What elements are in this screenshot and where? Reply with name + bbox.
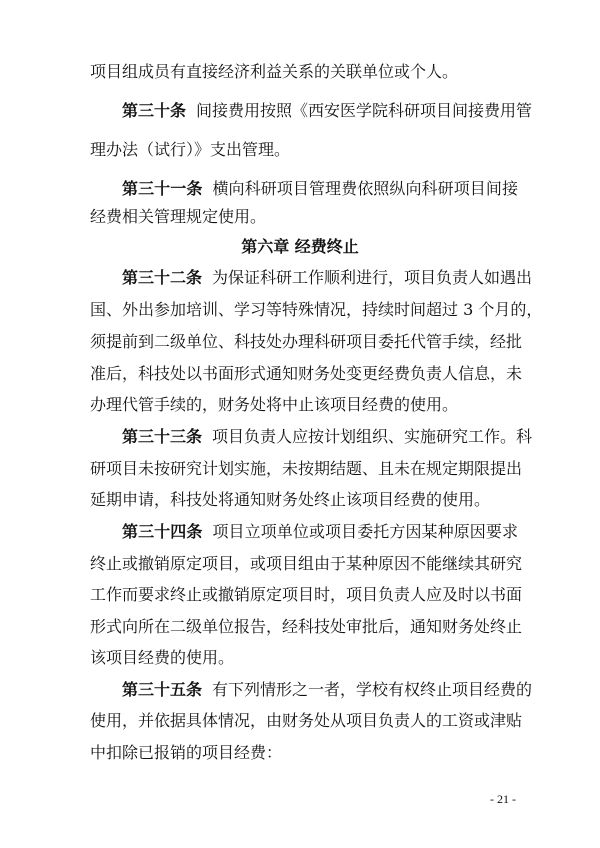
text-line: 工作而要求终止或撤销原定项目时，项目负责人应及时以书面: [90, 585, 523, 604]
article-32-line-4: [90, 362, 523, 386]
chapter-heading: 第六章 经费终止: [241, 237, 359, 256]
text-line: 经费相关管理规定使用。: [90, 207, 267, 226]
article-32-line-1: [122, 266, 533, 290]
article-33-line-1: [122, 425, 533, 449]
article-35-line-2: [90, 709, 523, 733]
article-30-line-1: [122, 99, 533, 123]
text-line: 准后，科技处以书面形式通知财务处变更经费负责人信息，未: [90, 364, 523, 383]
article-35-line-1: [122, 678, 533, 702]
text-line: 为保证科研工作顺利进行，项目负责人如遇出: [212, 268, 533, 287]
page-number: - 21 -: [490, 792, 516, 806]
text-line: 有下列情形之一者，学校有权终止项目经费的: [212, 680, 533, 699]
article-30-line-2: [90, 138, 518, 162]
article-34-line-3: [90, 583, 523, 607]
text-line: 须提前到二级单位、科技处办理科研项目委托代管手续，经批: [90, 332, 523, 351]
article-33-number: 第三十三条: [122, 427, 203, 446]
paragraph-continuation-line: [90, 60, 518, 84]
article-31-line-2: [90, 205, 518, 229]
article-34-line-2: [90, 552, 523, 576]
article-35-line-3: [90, 741, 518, 765]
text-line: 办理代管手续的，财务处将中止该项目经费的使用。: [90, 395, 459, 414]
article-30-number: 第三十条: [122, 101, 187, 120]
text-line: 中扣除已报销的项目经费：: [90, 743, 283, 762]
article-32-line-2: [90, 298, 543, 322]
article-32-number: 第三十二条: [122, 268, 203, 287]
article-33-line-3: [90, 488, 518, 512]
article-32-line-5: [90, 393, 518, 417]
article-31-line-1: [122, 177, 518, 201]
text-line: 项目组成员有直接经济利益关系的关联单位或个人。: [90, 62, 459, 81]
article-34-number: 第三十四条: [122, 522, 203, 541]
text-line: 项目负责人应按计划组织、实施研究工作。科: [212, 427, 533, 446]
text-line: 使用，并依据具体情况，由财务处从项目负责人的工资或津贴: [90, 711, 523, 730]
text-line: 间接费用按照《西安医学院科研项目间接费用管: [196, 101, 533, 120]
text-line: 终止或撤销原定项目，或项目组由于某种原因不能继续其研究: [90, 554, 523, 573]
text-line: 国、外出参加培训、学习等特殊情况，持续时间超过 3 个月的，: [90, 300, 543, 319]
text-line: 研项目未按研究计划实施，未按期结题、且未在规定期限提出: [90, 459, 523, 478]
article-34-line-4: [90, 615, 523, 639]
text-line: 理办法（试行）》支出管理。: [90, 140, 291, 159]
article-34-line-1: [122, 520, 518, 544]
article-33-line-2: [90, 457, 523, 481]
article-35-number: 第三十五条: [122, 680, 203, 699]
text-line: 横向科研项目管理费依照纵向科研项目间接: [212, 179, 518, 198]
text-line: 形式向所在二级单位报告，经科技处审批后，通知财务处终止: [90, 617, 523, 636]
article-31-number: 第三十一条: [122, 179, 203, 198]
text-line: 该项目经费的使用。: [90, 648, 235, 667]
article-34-line-5: [90, 646, 518, 670]
text-line: 项目立项单位或项目委托方因某种原因要求: [212, 522, 518, 541]
text-line: 延期申请，科技处将通知财务处终止该项目经费的使用。: [90, 490, 491, 509]
article-32-line-3: [90, 330, 523, 354]
